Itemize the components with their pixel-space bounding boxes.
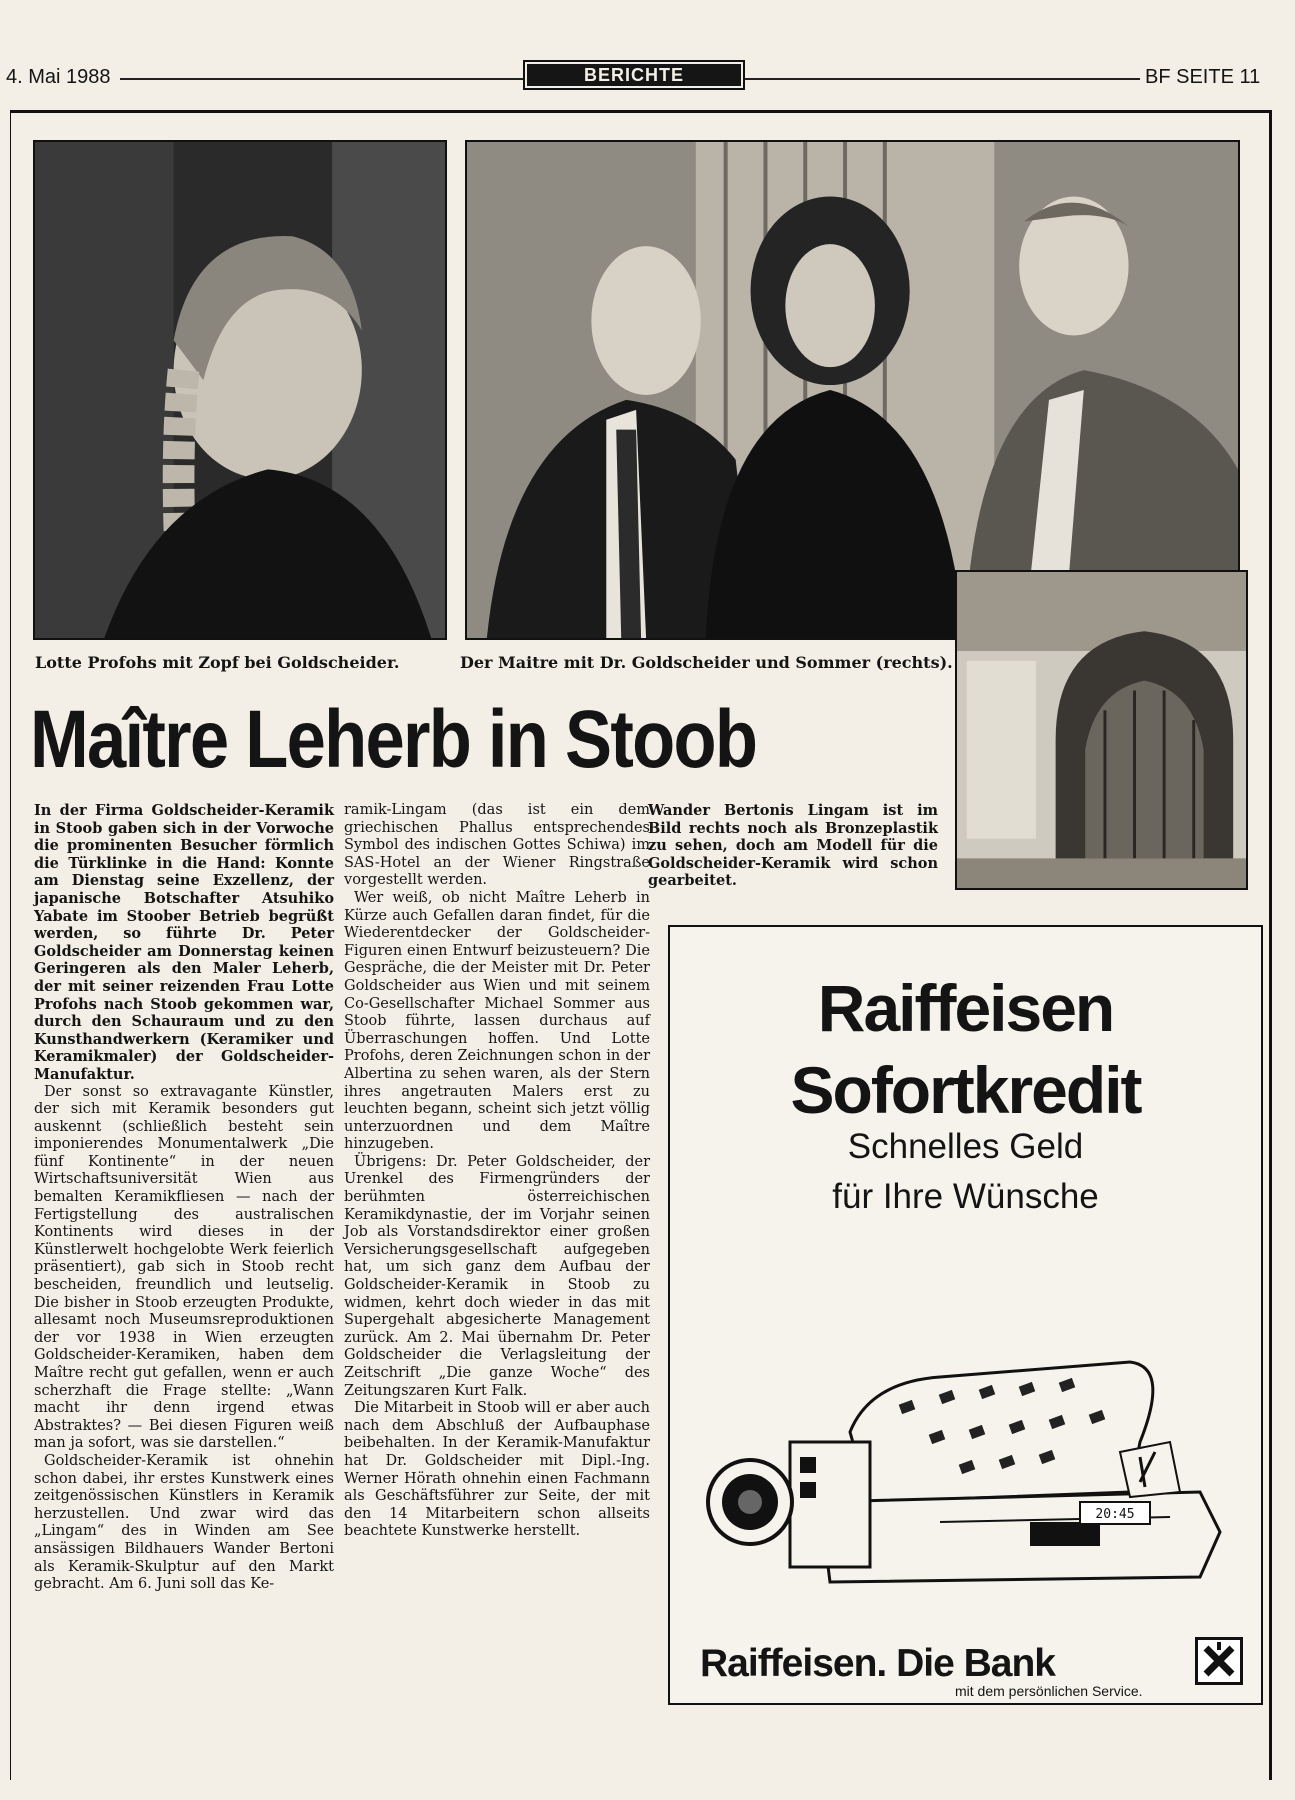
ad-illustration — [700, 1322, 1240, 1587]
page-header — [0, 58, 1295, 98]
ad-subheadline-line-1: Schnelles Geld — [847, 1127, 1084, 1166]
ad-bank-slogan: Raiffeisen. Die Bank — [700, 1642, 1055, 1685]
ad-headline-line-2: Sofortkredit — [790, 1053, 1141, 1127]
caption-left-photo: Lotte Profohs mit Zopf bei Goldscheider. — [35, 653, 400, 672]
section-label: BERICHTE — [527, 64, 741, 86]
ad-headline-line-1: Raiffeisen — [817, 971, 1114, 1045]
article-paragraph: Die Mitarbeit in Stoob will er aber auch nach dem Abschluß der Aufbauphase beibehalten. In der Keramik-Manufaktur hat Dr. Goldscheider mit Dipl.-Ing. Werner Hörath ohnehin einen Fachmann als Geschäftsführer zur Seite, der mit den 14 Mitarbeitern schon allseits beachtete Kunstwerke herstellt. — [344, 1400, 650, 1540]
article-lead-paragraph: In der Firma Goldscheider-Keramik in Stoob gaben sich in der Vorwoche die prominenten Besucher förmlich die Türklinke in die Hand: Konnte am Dienstag seine Exzellenz, der japanische Botschafter Atsuhiko Yabate im Stoober Betrieb begrüßt werden, so führte Dr. Peter Goldscheider am Donnerstag keinen Geringeren als den Maler Leherb, der mit seiner reizenden Frau Lotte Profohs nach Stoob gekommen war, durch den Schauraum und zu den Kunsthandwerkern (Keramiker und Keramikmaler) der Goldscheider-Manufaktur. — [34, 802, 334, 1083]
raiffeisen-advertisement — [668, 925, 1263, 1705]
photo-lotte-profohs — [33, 140, 447, 640]
article-column-1 — [34, 802, 334, 1594]
article-paragraph: Übrigens: Dr. Peter Goldscheider, der Urenkel des Firmengründers der berühmten österreichischen Keramikdynastie, der im Vorjahr seinen Job als Vorstandsdirektor einer großen Versicherungsgesellschaft aufgegeben hat, um sich ganz dem Aufbau der Goldscheider-Keramik in Stoob zu widmen, kehrt doch wieder in das mit Supergehalt abgesicherte Management zurück. Am 2. Mai übernahm Dr. Peter Goldscheider die Verlagsleitung der Zeitschrift „Die ganze Woche“ des Zeitungszaren Kurt Falk. — [344, 1153, 650, 1399]
photo-bronze-lingam — [955, 570, 1248, 890]
photo-maitre-goldscheider-sommer — [465, 140, 1240, 640]
caption-middle-photo: Der Maitre mit Dr. Goldscheider und Sommer (rechts). — [460, 653, 953, 672]
page-number: BF SEITE 11 — [1145, 66, 1261, 88]
section-label-box — [523, 60, 745, 90]
ad-headline — [670, 967, 1261, 1131]
article-column-2 — [344, 802, 650, 1541]
raiffeisen-logo-icon — [1195, 1637, 1243, 1685]
article-headline: Maître Leherb in Stoob — [30, 694, 757, 785]
article-paragraph: ramik-Lingam (das ist ein dem griechischen Phallus entsprechendes Symbol des indischen Gottes Schiwa) im SAS-Hotel an der Wiener Ringstraße vorgestellt werden. — [344, 802, 650, 889]
sculpture-caption — [648, 802, 938, 890]
ad-clock-display: 20:45 — [1095, 1507, 1135, 1522]
header-rule-right — [745, 78, 1140, 80]
ad-subheadline — [670, 1122, 1261, 1222]
ad-service-tagline: mit dem persönlichen Service. — [955, 1683, 1143, 1699]
header-rule-left — [120, 78, 523, 80]
article-paragraph: Goldscheider-Keramik ist ohnehin schon dabei, ihr erstes Kunstwerk eines zeitgenössischen Künstlers in Keramik herzustellen. Und zwar wird das „Lingam“ des in Winden am See ansässigen Bildhauers Wander Bertoni als Keramik-Skulptur auf den Markt gebracht. Am 6. Juni soll das Ke- — [34, 1452, 334, 1593]
sculpture-caption-text: Wander Bertonis Lingam ist im Bild rechts noch als Bronzeplastik zu sehen, doch am Modell für die Goldscheider-Keramik wird schon gearbeitet. — [648, 802, 938, 890]
article-paragraph: Der sonst so extravagante Künstler, der sich mit Keramik besonders gut auskennt (schließlich besteht sein imponierendes Monumentalwerk „Die fünf Kontinente“ in der neuen Wirtschaftsuniversität Wien aus bemalten Keramikfliesen — nach der Fertigstellung des australischen Kontinents wird dieses in der Künstlerwelt hochgelobte Werk feierlich präsentiert), gab sich in Stoob recht bescheiden, freundlich und leutselig. Die bisher in Stoob erzeugten Produkte, allesamt noch Museumsreproduktionen der vor 1938 in Wien erzeugten Goldscheider-Keramiken, haben dem Maître recht gut gefallen, wenn er auch scherzhaft die Frage stellte: „Wann macht ihr denn irgend etwas Abstraktes? — Bei diesen Figuren weiß man ja sofort, was sie darstellen.“ — [34, 1083, 334, 1452]
issue-date: 4. Mai 1988 — [6, 66, 111, 88]
article-paragraph: Wer weiß, ob nicht Maître Leherb in Kürze auch Gefallen daran findet, für die Wiederentdecker der Goldscheider-Figuren einen Entwurf beizusteuern? Die Gespräche, die der Meister mit Dr. Peter Goldscheider aus Wien und mit seinem Co-Gesellschafter Michael Sommer aus Stoob führte, lassen durchaus auf Überraschungen hoffen. Und Lotte Profohs, deren Zeichnungen schon in der Albertina zu sehen waren, als der Stern ihres angetrauten Malers erst zu leuchten begann, scheint sich jetzt völlig unterzuordnen und dem Maître hinzugeben. — [344, 889, 650, 1153]
ad-subheadline-line-2: für Ihre Wünsche — [832, 1177, 1099, 1216]
